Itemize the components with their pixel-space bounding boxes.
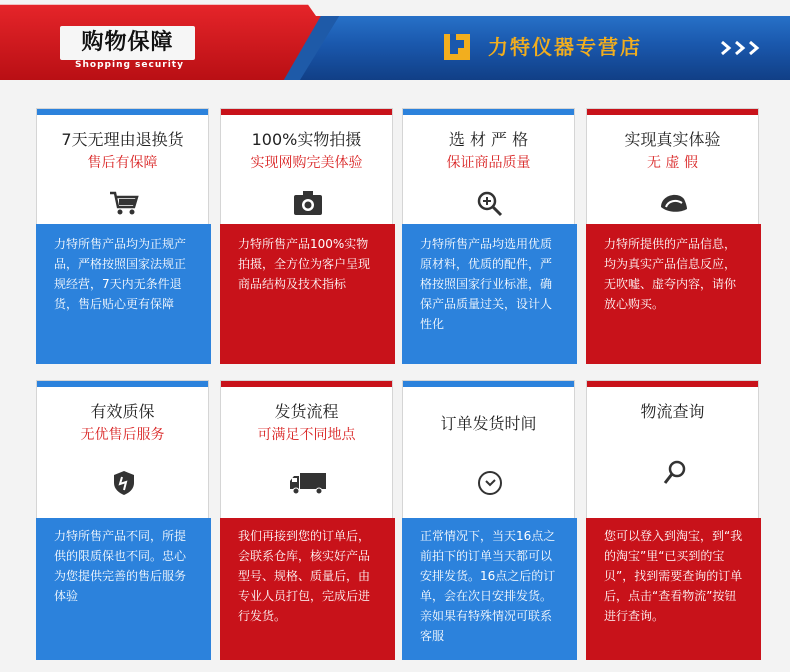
search-icon (658, 459, 690, 487)
card-body: 力特所售产品不同，所提供的限质保也不同。忠心为您提供完善的售后服务体验 (36, 518, 211, 660)
card-title: 7天无理由退换货 (61, 130, 184, 149)
card-title: 订单发货时间 (440, 414, 537, 433)
card-body: 您可以登入到淘宝，到“我的淘宝”里“已买到的宝贝”，找到需要查询的订单后，点击“查看物流”按钮进行查询。 (586, 518, 761, 660)
card-title: 选 材 严 格 (448, 130, 529, 149)
card-topbar (221, 109, 392, 115)
card-return (36, 108, 209, 364)
card-topbar (403, 381, 574, 387)
magnifier-plus-icon (474, 189, 506, 217)
card-title: 100%实物拍摄 (251, 130, 362, 149)
card-subtitle: 可满足不同地点 (257, 427, 356, 443)
banner (0, 0, 790, 80)
logo-icon (442, 32, 472, 62)
card-subtitle: 实现网购完美体验 (250, 155, 363, 171)
card-subtitle: 保证商品质量 (446, 155, 531, 171)
card-topbar (221, 381, 392, 387)
card-subtitle: 无优售后服务 (80, 427, 165, 443)
card-body: 正常情况下，当天16点之前拍下的订单当天都可以安排发货。16点之后的订单，会在次日安排发货。亲如果有特殊情况可联系客服 (402, 518, 577, 660)
card-title: 发货流程 (274, 402, 339, 421)
card-topbar (587, 109, 758, 115)
card-photo (220, 108, 393, 364)
truck-icon (288, 469, 328, 497)
card-topbar (37, 381, 208, 387)
card-material (402, 108, 575, 364)
banner-title: 购物保障 (81, 30, 174, 55)
card-title: 实现真实体验 (624, 130, 721, 149)
card-title: 有效质保 (90, 402, 155, 421)
card-title: 物流查询 (640, 402, 705, 421)
shield-icon (108, 469, 140, 497)
card-subtitle: 无 虚 假 (647, 155, 698, 171)
card-body: 力特所售产品均选用优质原材料，优质的配件，严格按照国家行业标准，确保产品质量过关，设计人性化 (402, 224, 577, 364)
card-shipping (220, 380, 393, 660)
card-topbar (403, 109, 574, 115)
cart-icon (108, 189, 140, 217)
triple-arrow-icon[interactable] (720, 38, 770, 58)
card-topbar (587, 381, 758, 387)
card-warranty (36, 380, 209, 660)
cap-icon (658, 189, 690, 217)
card-body: 力特所售产品均为正规产品，严格按照国家法规正规经营，7天内无条件退货，售后贴心更有保障 (36, 224, 211, 364)
card-real (586, 108, 759, 364)
card-topbar (37, 109, 208, 115)
card-body: 力特所提供的产品信息，均为真实产品信息反应，无吹嘘、虚夸内容，请你放心购买。 (586, 224, 761, 364)
banner-subtitle: Shopping security (75, 60, 184, 70)
card-order-time (402, 380, 575, 660)
store-name: 力特仪器专营店 (488, 35, 642, 59)
camera-icon (292, 189, 324, 217)
card-subtitle: 售后有保障 (87, 155, 158, 171)
card-logistics (586, 380, 759, 660)
card-body: 我们再接到您的订单后，会联系仓库，核实好产品型号、规格、质量后，由专业人员打包，完成后进行发货。 (220, 518, 395, 660)
clock-icon (474, 469, 506, 497)
card-body: 力特所售产品100%实物拍摄，全方位为客户呈现商品结构及技术指标 (220, 224, 395, 364)
